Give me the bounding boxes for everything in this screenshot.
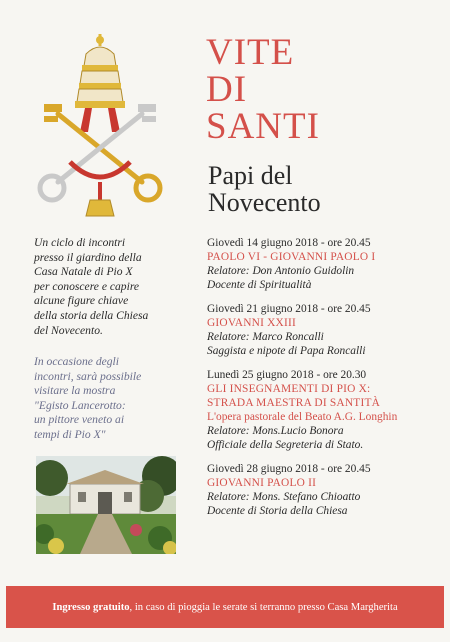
subtitle — [208, 162, 321, 216]
event-speaker-role: Docente di Storia della Chiesa — [207, 505, 348, 517]
event-speaker: Relatore: Don Antonio Guidolin — [207, 265, 355, 277]
event-list — [207, 236, 443, 528]
event-date: Giovedì 14 giugno 2018 - ore 20.45 — [207, 237, 371, 249]
event-speaker-role: Docente di Spiritualità — [207, 279, 312, 291]
event-topic: GLI INSEGNAMENTI DI PIO X: — [207, 383, 371, 395]
event-item — [207, 462, 443, 518]
exhibit-line: incontri, sarà possibile — [34, 369, 142, 383]
intro-line: per conoscere e capire — [34, 279, 140, 293]
event-speaker-role: Officiale della Segreteria di Stato. — [207, 439, 364, 451]
intro-line: alcune figure chiave — [34, 294, 129, 308]
exhibit-line: un pittore veneto ai — [34, 413, 125, 427]
event-topic-line-2: STRADA MAESTRA DI SANTITÀ — [207, 397, 381, 409]
intro-paragraph — [34, 236, 184, 338]
event-topic: GIOVANNI PAOLO II — [207, 477, 317, 489]
event-date: Giovedì 28 giugno 2018 - ore 20.45 — [207, 463, 371, 475]
subtitle-line-1: Papi del — [208, 161, 293, 190]
event-speaker-role: Saggista e nipote di Papa Roncalli — [207, 345, 366, 357]
intro-line: del Novecento. — [34, 323, 103, 337]
event-topic: PAOLO VI - GIOVANNI PAOLO I — [207, 251, 376, 263]
main-title — [206, 34, 436, 145]
exhibit-paragraph — [34, 355, 184, 443]
exhibit-line: In occasione degli — [34, 355, 119, 368]
exhibit-line: tempi di Pio X" — [34, 427, 106, 441]
footer-banner — [6, 586, 444, 628]
event-speaker: Relatore: Mons.Lucio Bonora — [207, 425, 344, 437]
exhibit-line: "Egisto Lancerotto: — [34, 398, 126, 412]
intro-line: presso il giardino della — [34, 250, 142, 264]
event-sub-topic: L'opera pastorale del Beato A.G. Longhin — [207, 411, 398, 423]
title-line-1: VITE — [206, 32, 295, 73]
title-line-3: SANTI — [206, 106, 320, 147]
event-date: Giovedì 21 giugno 2018 - ore 20.45 — [207, 303, 371, 315]
intro-line: Casa Natale di Pio X — [34, 265, 133, 279]
exhibit-line: visitare la mostra — [34, 384, 116, 398]
footer-text: , in caso di pioggia le serate si terranno presso Casa Margherita — [129, 601, 398, 613]
event-speaker: Relatore: Mons. Stefano Chioatto — [207, 491, 361, 503]
footer-bold-text: Ingresso gratuito — [52, 601, 130, 613]
event-item — [207, 368, 443, 452]
subtitle-line-2: Novecento — [208, 188, 321, 217]
event-speaker: Relatore: Marco Roncalli — [207, 331, 324, 343]
event-date: Lunedì 25 giugno 2018 - ore 20.30 — [207, 369, 367, 381]
title-line-2: DI — [206, 69, 248, 110]
intro-line: Un ciclo di incontri — [34, 236, 126, 249]
papal-coat-of-arms-icon — [30, 32, 170, 222]
event-item — [207, 236, 443, 292]
intro-line: della storia della Chiesa — [34, 308, 149, 322]
event-topic: GIOVANNI XXIII — [207, 317, 296, 329]
event-item — [207, 302, 443, 358]
house-garden-photo — [36, 456, 176, 554]
